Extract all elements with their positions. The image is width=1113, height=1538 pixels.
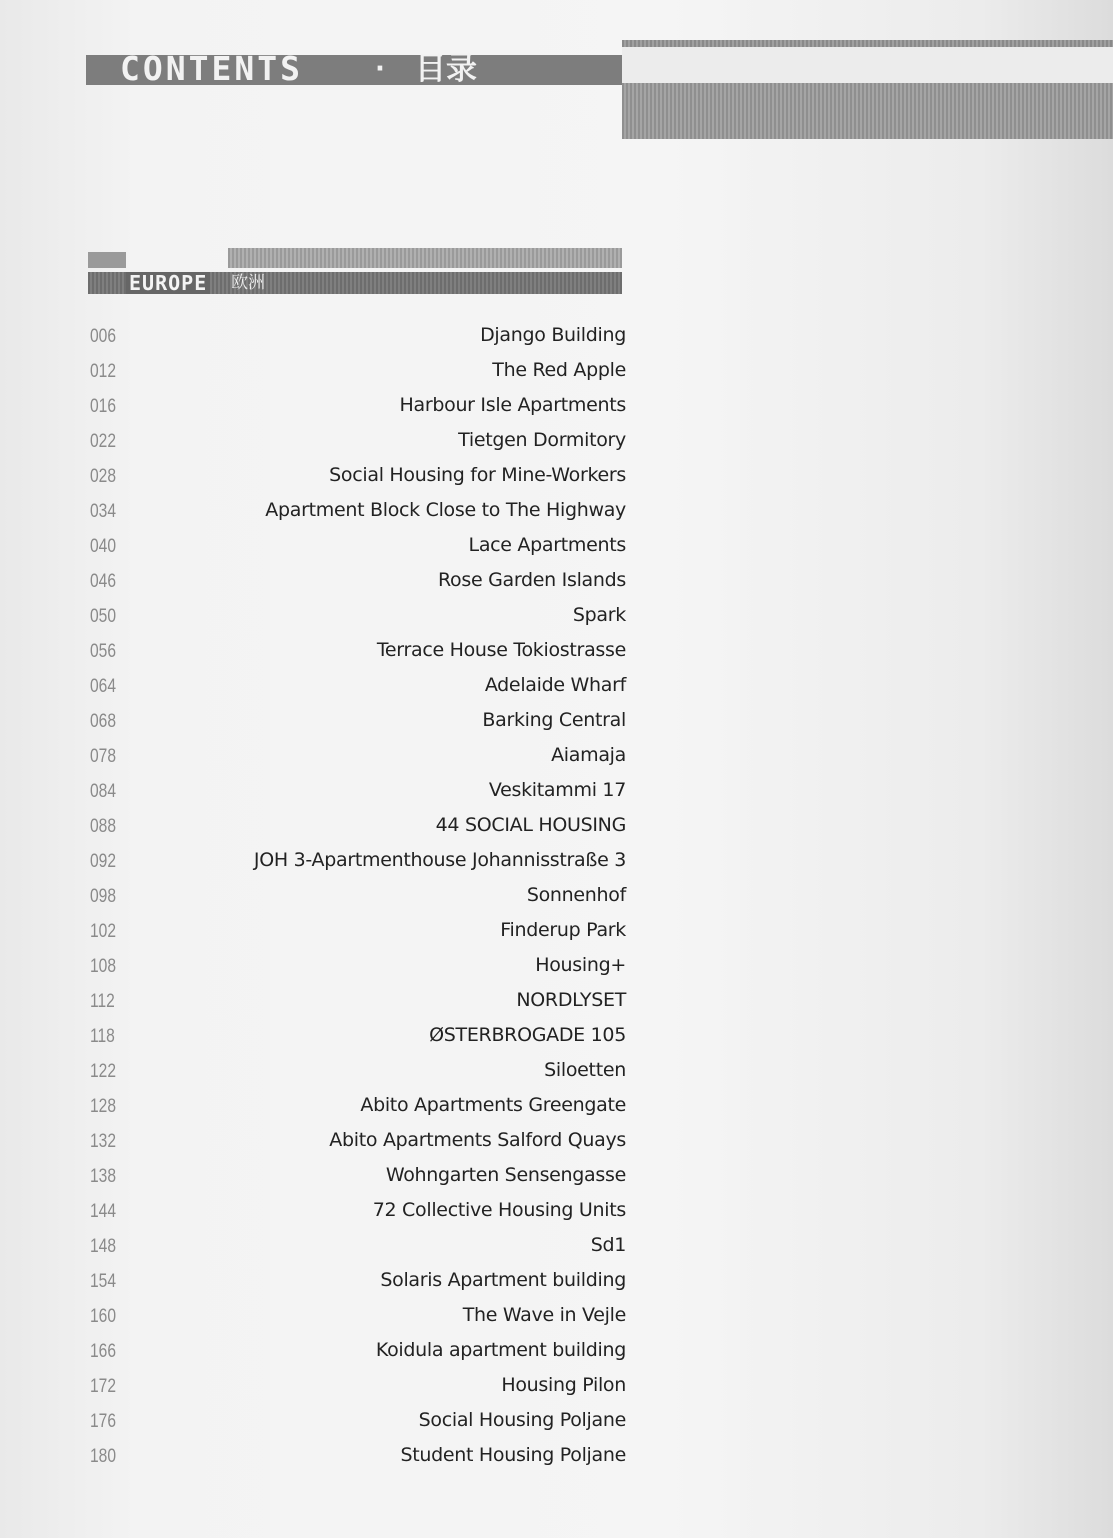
toc-entry[interactable] <box>90 1125 628 1160</box>
toc-page-number: 084 <box>90 781 116 802</box>
toc-entry[interactable] <box>90 985 628 1020</box>
toc-entry-title: The Red Apple <box>492 359 626 381</box>
toc-page-number: 050 <box>90 606 116 627</box>
toc-entry-title: Koidula apartment building <box>375 1339 626 1361</box>
section-accent-block <box>88 252 126 268</box>
header-stripe-wide <box>622 83 1113 139</box>
header-stripe-thin <box>622 40 1113 47</box>
toc-entry[interactable] <box>90 355 628 390</box>
toc-entry-title: 44 SOCIAL HOUSING <box>435 814 626 836</box>
toc-entry[interactable] <box>90 565 628 600</box>
toc-page-number: 144 <box>90 1201 116 1222</box>
toc-page-number: 118 <box>90 1026 115 1047</box>
toc-entry[interactable] <box>90 495 628 530</box>
toc-page-number: 040 <box>90 536 116 557</box>
toc-entry-title: Sonnenhof <box>526 884 626 906</box>
toc-page-number: 006 <box>90 326 116 347</box>
toc-entry[interactable] <box>90 810 628 845</box>
toc-page-number: 180 <box>90 1446 116 1467</box>
toc-entry-title: Finderup Park <box>500 919 626 941</box>
toc-entry[interactable] <box>90 320 628 355</box>
toc-entry-title: Solaris Apartment building <box>380 1269 626 1291</box>
title-separator: · <box>375 54 385 84</box>
toc-page-number: 132 <box>90 1131 116 1152</box>
toc-page-number: 064 <box>90 676 116 697</box>
toc-entry[interactable] <box>90 950 628 985</box>
toc-entry-title: Django Building <box>480 324 626 346</box>
toc-entry[interactable] <box>90 670 628 705</box>
toc-page-number: 078 <box>90 746 116 767</box>
toc-entry-title: The Wave in Vejle <box>462 1304 626 1326</box>
toc-entry-title: Lace Apartments <box>468 534 626 556</box>
toc-entry[interactable] <box>90 1265 628 1300</box>
toc-entry-title: Abito Apartments Greengate <box>360 1094 626 1116</box>
toc-entry-title: Social Housing for Mine-Workers <box>329 464 626 486</box>
toc-entry[interactable] <box>90 1055 628 1090</box>
toc-entry-title: Rose Garden Islands <box>437 569 626 591</box>
toc-page-number: 068 <box>90 711 116 732</box>
toc-entry-title: Housing Pilon <box>501 1374 626 1396</box>
toc-list <box>90 320 628 1475</box>
toc-entry[interactable] <box>90 705 628 740</box>
toc-page-number: 112 <box>90 991 115 1012</box>
toc-entry-title: Tietgen Dormitory <box>458 429 626 451</box>
toc-entry-title: Harbour Isle Apartments <box>399 394 626 416</box>
toc-entry[interactable] <box>90 1335 628 1370</box>
section-title: EUROPE <box>126 272 210 294</box>
toc-entry-title: Sd1 <box>590 1234 626 1256</box>
toc-page-number: 148 <box>90 1236 116 1257</box>
toc-entry-title: Wohngarten Sensengasse <box>385 1164 626 1186</box>
header-gap <box>622 47 1113 83</box>
toc-entry[interactable] <box>90 425 628 460</box>
toc-entry-title: Student Housing Poljane <box>400 1444 626 1466</box>
toc-entry[interactable] <box>90 390 628 425</box>
toc-entry-title: JOH 3-Apartmenthouse Johannisstraße 3 <box>253 849 626 871</box>
toc-entry-title: Siloetten <box>544 1059 626 1081</box>
page-title: CONTENTS <box>120 49 303 88</box>
toc-page-number: 028 <box>90 466 116 487</box>
toc-entry[interactable] <box>90 915 628 950</box>
toc-entry-title: Abito Apartments Salford Quays <box>329 1129 626 1151</box>
toc-page-number: 098 <box>90 886 116 907</box>
toc-page-number: 092 <box>90 851 116 872</box>
toc-entry[interactable] <box>90 1370 628 1405</box>
toc-entry-title: Adelaide Wharf <box>484 674 626 696</box>
toc-page-number: 172 <box>90 1376 116 1397</box>
toc-entry-title: Veskitammi 17 <box>488 779 626 801</box>
toc-entry[interactable] <box>90 1440 628 1475</box>
toc-entry[interactable] <box>90 530 628 565</box>
section-title-cn: 欧洲 <box>231 273 265 293</box>
toc-page-number: 122 <box>90 1061 116 1082</box>
toc-entry[interactable] <box>90 1090 628 1125</box>
toc-page-number: 012 <box>90 361 116 382</box>
toc-entry-title: Aiamaja <box>551 744 626 766</box>
toc-entry[interactable] <box>90 880 628 915</box>
toc-entry[interactable] <box>90 740 628 775</box>
toc-page-number: 016 <box>90 396 116 417</box>
toc-entry[interactable] <box>90 600 628 635</box>
toc-entry[interactable] <box>90 460 628 495</box>
toc-page-number: 108 <box>90 956 116 977</box>
toc-entry[interactable] <box>90 1300 628 1335</box>
toc-entry[interactable] <box>90 635 628 670</box>
toc-entry-title: ØSTERBROGADE 105 <box>429 1024 626 1046</box>
toc-page-number: 138 <box>90 1166 116 1187</box>
toc-entry[interactable] <box>90 1230 628 1265</box>
section-stripe-thin <box>228 248 622 268</box>
toc-page-number: 154 <box>90 1271 116 1292</box>
toc-page-number: 034 <box>90 501 116 522</box>
toc-page-number: 022 <box>90 431 116 452</box>
toc-page-number: 166 <box>90 1341 116 1362</box>
page-title-cn: 目录 <box>415 51 477 87</box>
toc-entry[interactable] <box>90 775 628 810</box>
toc-page-number: 176 <box>90 1411 116 1432</box>
toc-page-number: 088 <box>90 816 116 837</box>
toc-entry-title: 72 Collective Housing Units <box>372 1199 626 1221</box>
toc-entry[interactable] <box>90 1160 628 1195</box>
toc-page-number: 056 <box>90 641 116 662</box>
toc-entry-title: Social Housing Poljane <box>418 1409 626 1431</box>
toc-entry[interactable] <box>90 1405 628 1440</box>
toc-entry-title: Apartment Block Close to The Highway <box>265 499 626 521</box>
toc-entry-title: Housing+ <box>535 954 626 976</box>
toc-page-number: 046 <box>90 571 116 592</box>
toc-page-number: 102 <box>90 921 116 942</box>
toc-entry[interactable] <box>90 845 628 880</box>
toc-entry-title: Barking Central <box>482 709 626 731</box>
toc-page-number: 128 <box>90 1096 116 1117</box>
toc-entry[interactable] <box>90 1020 628 1055</box>
toc-entry[interactable] <box>90 1195 628 1230</box>
toc-entry-title: NORDLYSET <box>516 989 626 1011</box>
toc-page-number: 160 <box>90 1306 116 1327</box>
toc-entry-title: Spark <box>572 604 626 626</box>
toc-entry-title: Terrace House Tokiostrasse <box>376 639 626 661</box>
